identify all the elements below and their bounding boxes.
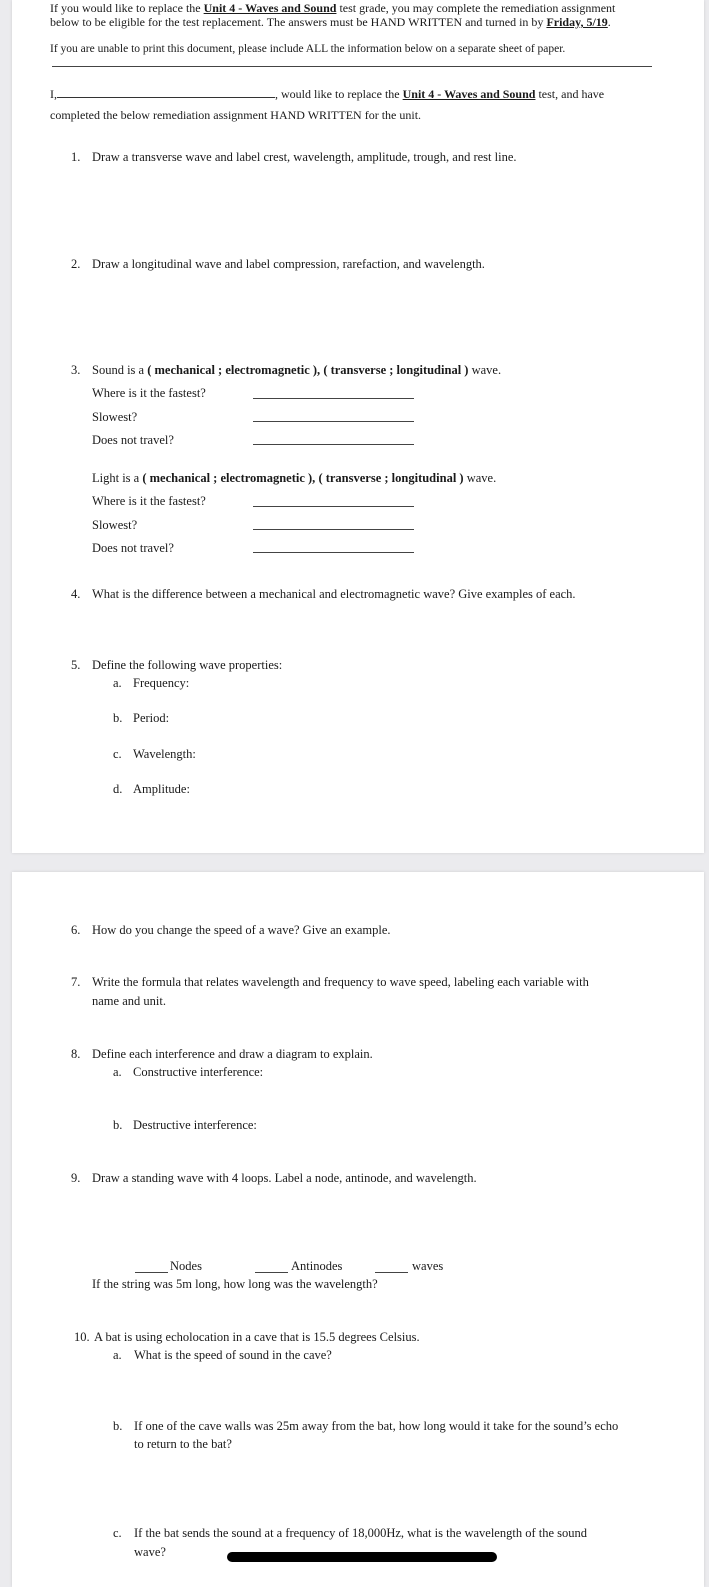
question-7: Write the formula that relates wavelength and frequency to wave speed, labeling each variable with xyxy=(92,975,589,989)
sound-no-travel-blank[interactable] xyxy=(253,444,414,445)
question-6: How do you change the speed of a wave? Give an example. xyxy=(92,923,391,937)
question-3-number: 3. xyxy=(71,363,81,377)
q10-a-label: What is the speed of sound in the cave? xyxy=(134,1348,332,1362)
intro-line-2: below to be eligible for the test replacement. The answers must be HAND WRITTEN and turned in by Friday, 5/19. xyxy=(50,15,611,29)
question-3-sound: Sound is a ( mechanical ; electromagnetic ), ( transverse ; longitudinal ) wave. xyxy=(92,363,502,377)
q8-a-label: Constructive interference: xyxy=(133,1065,264,1079)
worksheet-page-1 xyxy=(12,0,704,853)
question-8-number: 8. xyxy=(71,1047,81,1061)
print-note: If you are unable to print this document, please include ALL the information below on a separate sheet of paper. xyxy=(50,43,566,55)
worksheet-page-2 xyxy=(12,872,704,1587)
redaction-bar xyxy=(227,1552,497,1562)
question-4: What is the difference between a mechanical and electromagnetic wave? Give examples of each. xyxy=(92,587,576,601)
light-fastest-blank[interactable] xyxy=(253,506,414,507)
sound-fastest-label: Where is it the fastest? xyxy=(92,386,206,400)
pledge-line-2: completed the below remediation assignment HAND WRITTEN for the unit. xyxy=(50,108,422,122)
question-10: A bat is using echolocation in a cave that is 15.5 degrees Celsius. xyxy=(94,1330,420,1344)
due-date: Friday, 5/19 xyxy=(546,15,608,29)
question-4-number: 4. xyxy=(71,587,81,601)
question-3-light: Light is a ( mechanical ; electromagnetic ), ( transverse ; longitudinal ) wave. xyxy=(92,471,497,485)
q10-b-label: If one of the cave walls was 25m away from the bat, how long would it take for the sound’s echo xyxy=(134,1419,619,1433)
light-no-travel-label: Does not travel? xyxy=(92,541,174,555)
question-9: Draw a standing wave with 4 loops. Label a node, antinode, and wavelength. xyxy=(92,1171,477,1185)
question-7-number: 7. xyxy=(71,975,81,989)
q8-b-letter: b. xyxy=(113,1118,123,1132)
q10-c-letter: c. xyxy=(113,1526,122,1540)
sound-no-travel-label: Does not travel? xyxy=(92,433,174,447)
question-5-number: 5. xyxy=(71,658,81,672)
unit-title: Unit 4 - Waves and Sound xyxy=(203,1,337,15)
q5-b-letter: b. xyxy=(113,711,123,725)
antinodes-blank[interactable] xyxy=(255,1272,288,1273)
name-blank[interactable] xyxy=(57,86,275,98)
q5-b-label: Period: xyxy=(133,711,170,725)
question-2-number: 2. xyxy=(71,257,81,271)
q5-d-label: Amplitude: xyxy=(133,782,190,796)
sound-slowest-label: Slowest? xyxy=(92,410,138,424)
light-slowest-label: Slowest? xyxy=(92,518,138,532)
question-7-cont: name and unit. xyxy=(92,994,166,1008)
q8-b-label: Destructive interference: xyxy=(133,1118,257,1132)
question-6-number: 6. xyxy=(71,923,81,937)
q10-c-label: If the bat sends the sound at a frequency of 18,000Hz, what is the wavelength of the sound xyxy=(134,1526,588,1540)
antinodes-label: Antinodes xyxy=(291,1259,343,1273)
divider xyxy=(52,66,652,67)
q10-c-cont: wave? xyxy=(134,1545,166,1559)
orientation-options: ( transverse ; longitudinal ) xyxy=(323,363,469,377)
question-5: Define the following wave properties: xyxy=(92,658,283,672)
question-9-number: 9. xyxy=(71,1171,81,1185)
q5-c-label: Wavelength: xyxy=(133,747,196,761)
waves-label: waves xyxy=(412,1259,444,1273)
light-slowest-blank[interactable] xyxy=(253,529,414,530)
nodes-blank[interactable] xyxy=(135,1272,168,1273)
question-8: Define each interference and draw a diagram to explain. xyxy=(92,1047,373,1061)
q5-d-letter: d. xyxy=(113,782,123,796)
q9-followup: If the string was 5m long, how long was the wavelength? xyxy=(92,1277,378,1291)
sound-slowest-blank[interactable] xyxy=(253,421,414,422)
light-no-travel-blank[interactable] xyxy=(253,552,414,553)
medium-options: ( mechanical ; electromagnetic ), xyxy=(147,363,321,377)
q5-c-letter: c. xyxy=(113,747,122,761)
question-1: Draw a transverse wave and label crest, wavelength, amplitude, trough, and rest line. xyxy=(92,150,517,164)
intro-line-1: If you would like to replace the Unit 4 - Waves and Sound test grade, you may complete the remediation assignment xyxy=(50,1,616,15)
q8-a-letter: a. xyxy=(113,1065,122,1079)
nodes-label: Nodes xyxy=(170,1259,202,1273)
q5-a-label: Frequency: xyxy=(133,676,190,690)
waves-blank[interactable] xyxy=(375,1272,408,1273)
light-fastest-label: Where is it the fastest? xyxy=(92,494,206,508)
q5-a-letter: a. xyxy=(113,676,122,690)
question-10-number: 10. xyxy=(74,1330,90,1344)
q10-b-cont: to return to the bat? xyxy=(134,1437,232,1451)
pledge-line-1: I, , would like to replace the Unit 4 - Waves and Sound test, and have xyxy=(50,87,605,101)
sound-fastest-blank[interactable] xyxy=(253,398,414,399)
question-2: Draw a longitudinal wave and label compression, rarefaction, and wavelength. xyxy=(92,257,485,271)
q10-b-letter: b. xyxy=(113,1419,123,1433)
q10-a-letter: a. xyxy=(113,1348,122,1362)
question-1-number: 1. xyxy=(71,150,81,164)
